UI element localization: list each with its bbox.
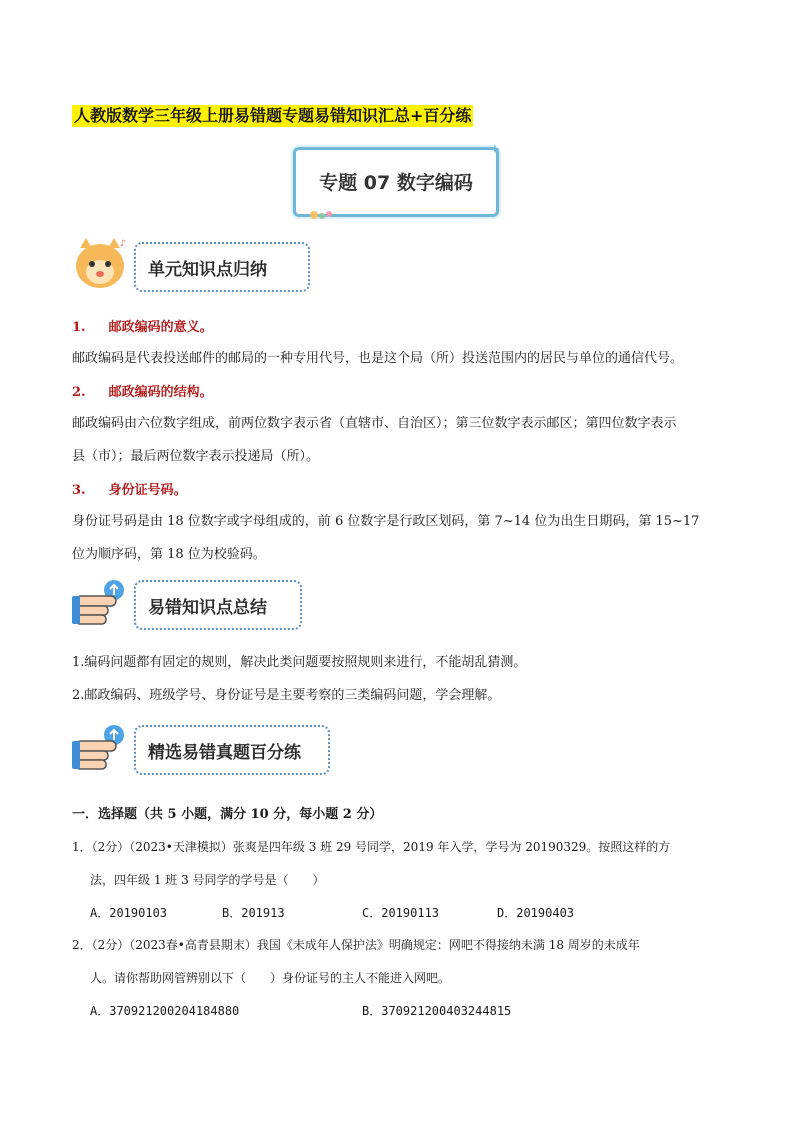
option-d[interactable]: D．20190403 — [497, 906, 575, 920]
item-number: 3. — [72, 483, 86, 498]
section-frame — [134, 242, 310, 292]
flower-icon — [308, 208, 336, 222]
knowledge-body-2a: 邮政编码由六位数字组成，前两位数字表示省（直辖市、自治区）；第三位数字表示邮区；第四位数字表示 — [72, 416, 677, 431]
option-b[interactable]: B．201913 — [222, 906, 285, 920]
section-title-practice: 精选易错真题百分练 — [148, 743, 301, 763]
item-number: 2. — [72, 385, 86, 400]
svg-text:♪: ♪ — [120, 239, 126, 249]
section-header-practice — [72, 725, 362, 775]
option-c[interactable]: C．20190113 — [362, 906, 440, 920]
topic-title: 专题 07 数字编码 — [319, 172, 473, 194]
section-title-mistakes: 易错知识点总结 — [148, 598, 267, 618]
section-header-knowledge — [72, 239, 332, 292]
knowledge-body-3b: 位为顺序码，第 18 位为校验码。 — [72, 547, 266, 562]
question-1-line2: 法，四年级 1 班 3 号同学的学号是（ ） — [90, 873, 325, 887]
sparkle-icon — [490, 144, 500, 154]
section-frame — [134, 580, 302, 630]
topic-box — [293, 147, 499, 217]
item-number: 1. — [72, 320, 86, 335]
option-a[interactable]: A．20190103 — [90, 906, 168, 920]
mistake-list — [72, 646, 732, 712]
practice-header: 一．选择题（共 5 小题，满分 10 分，每小题 2 分） — [72, 807, 383, 822]
pointing-hand-icon — [72, 721, 130, 777]
knowledge-heading-3 — [72, 473, 732, 505]
question-1-line1: 1．（2分）（2023•天津模拟）张爽是四年级 3 班 29 号同学，2019 年入学，学号为 20190329。按照这样的方 — [72, 840, 671, 854]
document-title: 人教版数学三年级上册易错题专题易错知识汇总+百分练 — [74, 106, 472, 125]
item-heading: 邮政编码的意义。 — [108, 320, 213, 335]
knowledge-body-2b: 县（市）；最后两位数字表示投递局（所）。 — [72, 449, 320, 464]
section-frame — [134, 725, 330, 775]
item-heading: 邮政编码的结构。 — [108, 385, 213, 400]
question-2-line2: 人。请你帮助网管辨别以下（ ）身份证号的主人不能进入网吧。 — [90, 971, 451, 985]
knowledge-heading-1 — [72, 310, 732, 342]
question-1-options — [72, 897, 752, 929]
knowledge-body-3a: 身份证号码是由 18 位数字或字母组成的，前 6 位数字是行政区划码，第 7~14 位为出生日期码，第 15~17 — [72, 514, 700, 529]
pointing-hand-icon — [72, 576, 130, 632]
section-title-knowledge: 单元知识点归纳 — [148, 260, 267, 280]
question-2-options — [72, 995, 752, 1027]
knowledge-heading-2 — [72, 375, 732, 407]
mistake-item-1: 1.编码问题都有固定的规则，解决此类问题要按照规则来进行，不能胡乱猜测。 — [72, 655, 527, 670]
practice-area — [72, 798, 752, 1027]
knowledge-body-1: 邮政编码是代表投送邮件的邮局的一种专用代号，也是这个局（所）投送范围内的居民与单位的通信代号。 — [72, 351, 684, 366]
option-b[interactable]: B．370921200403244815 — [362, 1004, 512, 1018]
question-2-line1: 2．（2分）（2023春•高青县期末）我国《未成年人保护法》明确规定：网吧不得接纳未满 18 周岁的未成年 — [72, 938, 640, 952]
mistake-item-2: 2.邮政编码、班级学号、身份证号是主要考察的三类编码问题，学会理解。 — [72, 688, 501, 703]
knowledge-list — [72, 310, 732, 571]
option-a[interactable]: A．370921200204184880 — [90, 1004, 240, 1018]
section-header-mistakes — [72, 580, 332, 630]
cartoon-mascot-icon — [70, 234, 132, 294]
item-heading: 身份证号码。 — [108, 483, 187, 498]
